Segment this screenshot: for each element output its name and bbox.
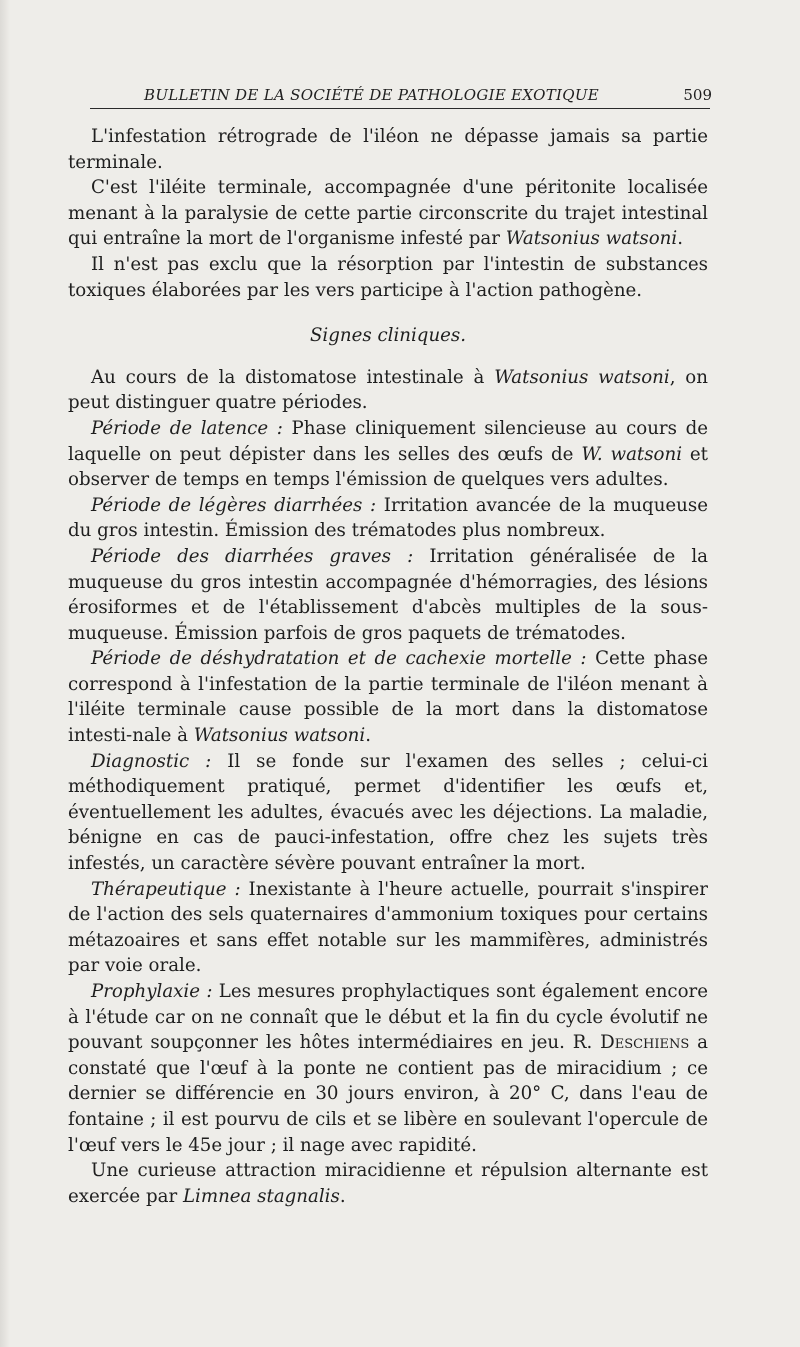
paragraph-intro xyxy=(68,365,708,416)
running-header xyxy=(90,84,710,109)
text-run: Il se fonde sur l'examen des selles ; celui-ci méthodiquement pratiqué, permet d'identifier les œufs et, éventuellement les adultes, évacués avec les déjections. La maladie, bénigne en cas de pauci-infestation, offre chez les sujets très infestés, un caractère sévère pouvant entraîner la mort. xyxy=(68,750,708,875)
text-run: . xyxy=(677,228,683,250)
paragraph-latence xyxy=(68,416,708,493)
text-run: C'est l'iléite terminale, accompagnée d'une péritonite localisée menant à la paralysie de cette partie circonscrite du trajet intestinal qui entraîne la mort de l'organisme infesté par xyxy=(68,177,708,250)
runin-label: Période des diarrhées graves : xyxy=(91,545,414,567)
article-body xyxy=(68,124,708,1209)
runin-label: Période de légères diarrhées : xyxy=(91,494,377,516)
text-run: Une curieuse attraction miracidienne et répulsion alternante est exercée par xyxy=(68,1160,708,1207)
species-name: Watsonius watsoni xyxy=(494,366,670,388)
species-name: W. watsoni xyxy=(581,443,683,465)
species-name: Watsonius watsoni xyxy=(505,228,678,250)
text-run: Inexistante à l'heure actuelle, pourrait s'inspirer de l'action des sels quaternaires d'ammonium toxiques pour certains métazoaires et sans effet notable sur les mammifères, administrés par voie orale. xyxy=(68,878,708,977)
paragraph-ileite xyxy=(68,175,708,252)
paragraph-infestation: L'infestation rétrograde de l'iléon ne dépasse jamais sa partie terminale. xyxy=(68,126,708,173)
text-run: Les mesures prophylactiques sont également encore à l'étude car on ne connaît que le début et la fin du cycle évolutif ne pouvant soupçonner les hôtes intermédiaires en jeu. R. xyxy=(68,981,708,1054)
paragraph-final xyxy=(68,1158,708,1209)
text-run: . xyxy=(339,1185,346,1207)
paragraph-graves xyxy=(68,544,708,646)
text-run: , on peut distinguer quatre périodes. xyxy=(68,366,708,414)
text-run: Au cours de la distomatose intestinale à xyxy=(91,366,495,388)
text-run: a constaté que l'œuf à la ponte ne contient pas de miracidium ; ce dernier se différencie en 30 jours environ, à 20° C, dans l'eau de fontaine ; il est pourvu de cils et se libère en soulevant l'opercule de l'œuf vers le 45e jour ; il nage avec rapidité. xyxy=(68,1032,709,1156)
paragraph-resorption: Il n'est pas exclu que la résorption par l'intestin de substances toxiques élaborées par les vers participe à l'action pathogène. xyxy=(68,253,708,301)
section-heading: Signes cliniques. xyxy=(309,325,467,347)
author-name: Deschiens xyxy=(600,1032,690,1054)
text-run: Cette phase correspond à l'infestation de la partie terminale de l'iléon menant à l'iléite terminale cause possible de la mort dans la distomatose intesti-nale à xyxy=(68,648,708,747)
paragraph-diagnostic xyxy=(68,749,708,877)
paragraph-therapeutique xyxy=(68,877,708,979)
page-number: 509 xyxy=(683,86,712,104)
text-run: Phase cliniquement silencieuse au cours de laquelle on peut dépister dans les selles des œufs de xyxy=(68,417,708,465)
runin-label: Thérapeutique : xyxy=(91,878,241,900)
running-title: BULLETIN DE LA SOCIÉTÉ DE PATHOLOGIE EXOTIQUE xyxy=(144,86,600,104)
text-run: Irritation avancée de la muqueuse du gros intestin. Émission des trématodes plus nombreux. xyxy=(68,494,708,542)
species-name: Watsonius watsoni xyxy=(193,725,366,747)
runin-label: Période de déshydratation et de cachexie mortelle : xyxy=(91,648,587,670)
runin-label: Prophylaxie : xyxy=(91,981,213,1002)
text-run: Irritation généralisée de la muqueuse du gros intestin accompagnée d'hémorragies, des lésions érosiformes et de l'établissement d'abcès multiples de la sous-muqueuse. Émission parfois de gros paquets de trématodes. xyxy=(68,545,709,644)
species-name: Limnea stagnalis xyxy=(182,1185,340,1207)
paragraph-legeres xyxy=(68,493,708,544)
page-edge-shadow xyxy=(0,0,10,1347)
paragraph-deshydratation xyxy=(68,646,708,748)
paragraph-prophylaxie xyxy=(68,979,708,1158)
text-run: . xyxy=(365,725,371,747)
runin-label: Diagnostic : xyxy=(91,750,212,772)
text-run: et observer de temps en temps l'émission de quelques vers adultes. xyxy=(68,443,708,491)
runin-label: Période de latence : xyxy=(91,417,283,439)
